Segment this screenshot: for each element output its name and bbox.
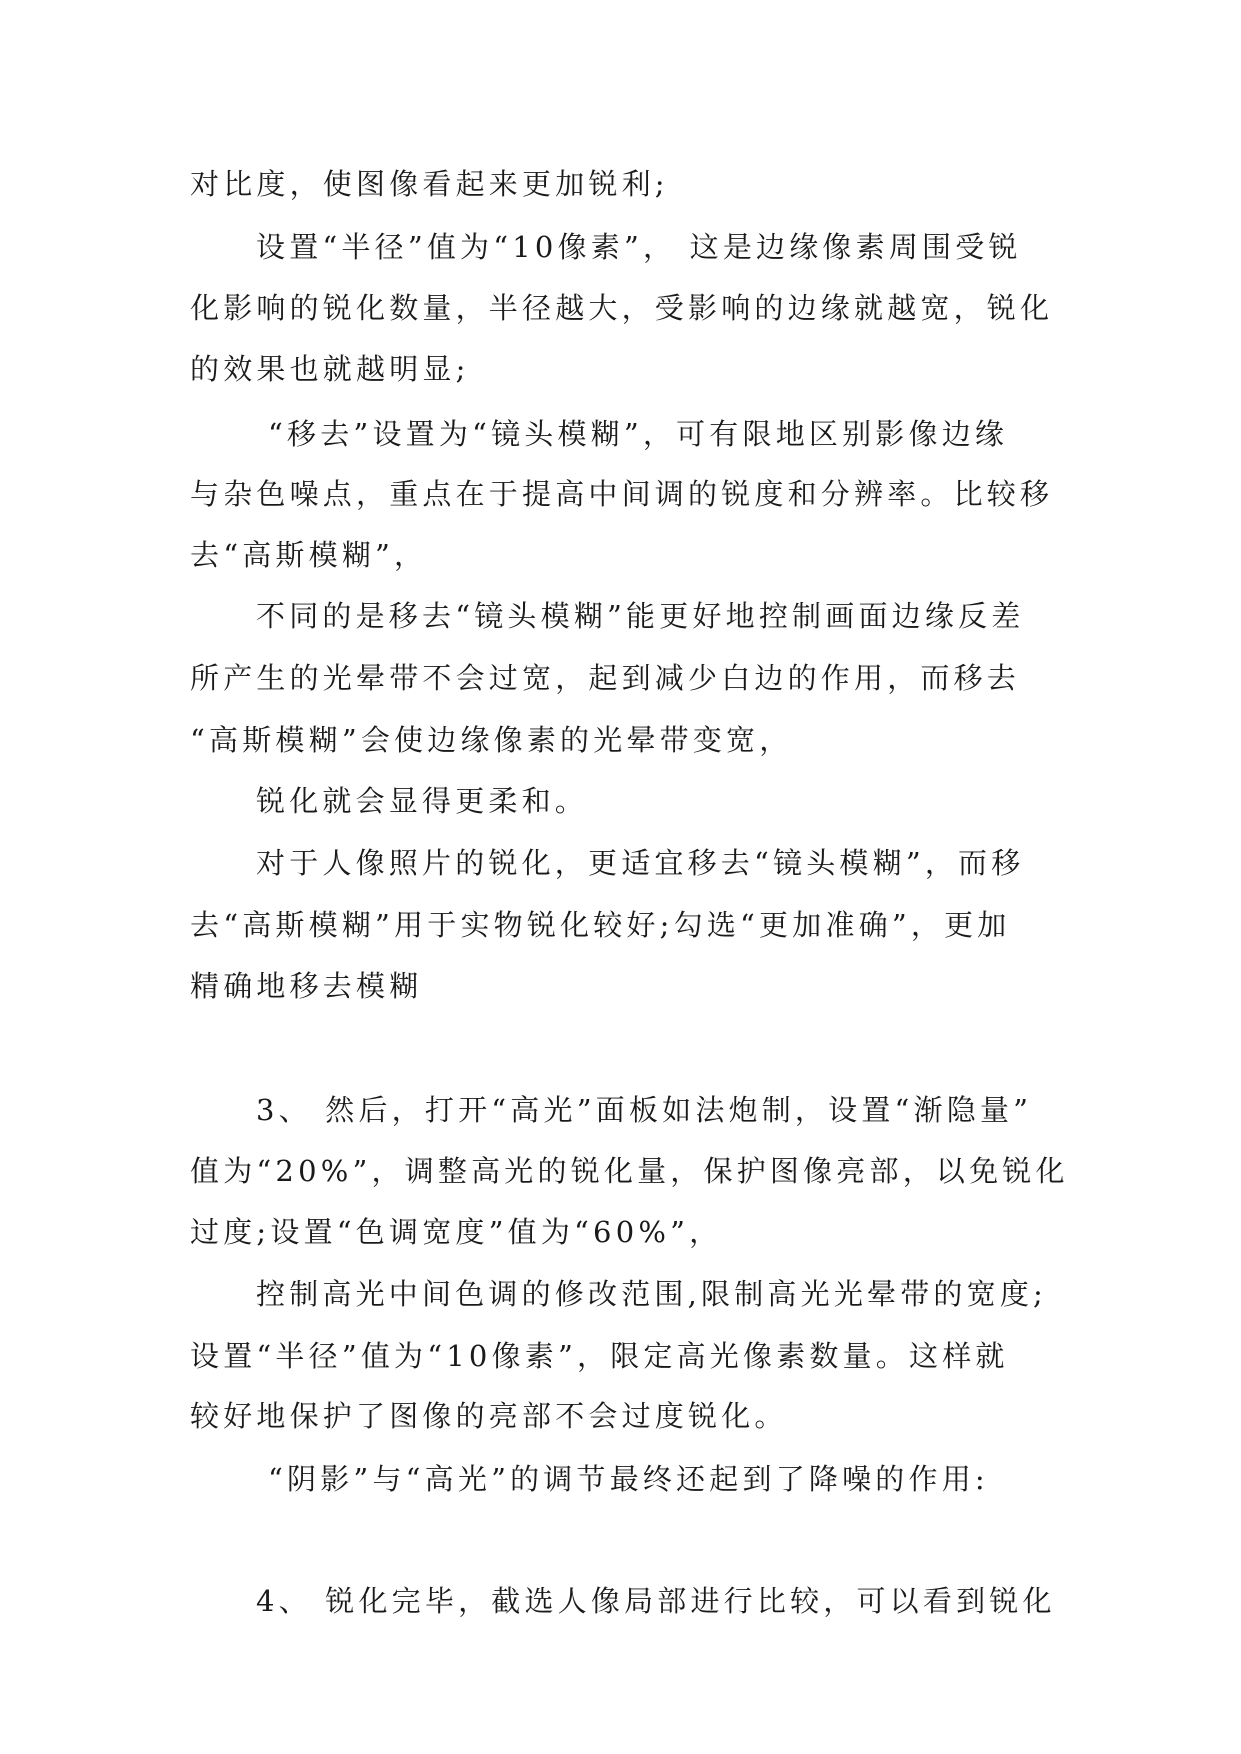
text-line: 过度;设置“色调宽度”值为“60%”， — [190, 1215, 723, 1249]
text-line: 去“高斯模糊”， — [190, 538, 428, 572]
text-line: 精确地移去模糊 — [190, 969, 423, 1003]
text-line: “移去”设置为“镜头模糊”，可有限地区别影像边缘 — [268, 417, 1009, 451]
text-line: 与杂色噪点，重点在于提高中间调的锐度和分辨率。比较移 — [190, 477, 1054, 511]
text-line: 设置“半径”值为“10像素”，限定高光像素数量。这样就 — [190, 1339, 1009, 1373]
text-line: 的效果也就越明显; — [190, 352, 470, 386]
text-line: 不同的是移去“镜头模糊”能更好地控制画面边缘反差 — [256, 599, 1025, 633]
text-line: 值为“20%”，调整高光的锐化量，保护图像亮部，以免锐化 — [190, 1154, 1069, 1188]
text-line: 锐化就会显得更柔和。 — [256, 784, 589, 818]
text-line: “阴影”与“高光”的调节最终还起到了降噪的作用: — [268, 1462, 989, 1496]
text-line: 去“高斯模糊”用于实物锐化较好;勾选“更加准确”，更加 — [190, 908, 1011, 942]
text-line: 设置“半径”值为“10像素”， 这是边缘像素周围受锐 — [256, 230, 1022, 264]
text-line: 所产生的光晕带不会过宽，起到减少白边的作用，而移去 — [190, 661, 1021, 695]
text-line: 较好地保护了图像的亮部不会过度锐化。 — [190, 1399, 788, 1433]
text-line: 4、 锐化完毕，截选人像局部进行比较，可以看到锐化 — [256, 1584, 1056, 1618]
text-line: 对于人像照片的锐化，更适宜移去“镜头模糊”，而移 — [256, 846, 1025, 880]
text-line: “高斯模糊”会使边缘像素的光晕带变宽， — [190, 723, 793, 757]
text-line: 控制高光中间色调的修改范围,限制高光光晕带的宽度; — [256, 1277, 1047, 1311]
text-line: 3、 然后，打开“高光”面板如法炮制，设置“渐隐量” — [256, 1093, 1033, 1127]
text-line: 化影响的锐化数量，半径越大，受影响的边缘就越宽，锐化 — [190, 291, 1054, 325]
text-line: 对比度，使图像看起来更加锐利; — [190, 167, 669, 201]
